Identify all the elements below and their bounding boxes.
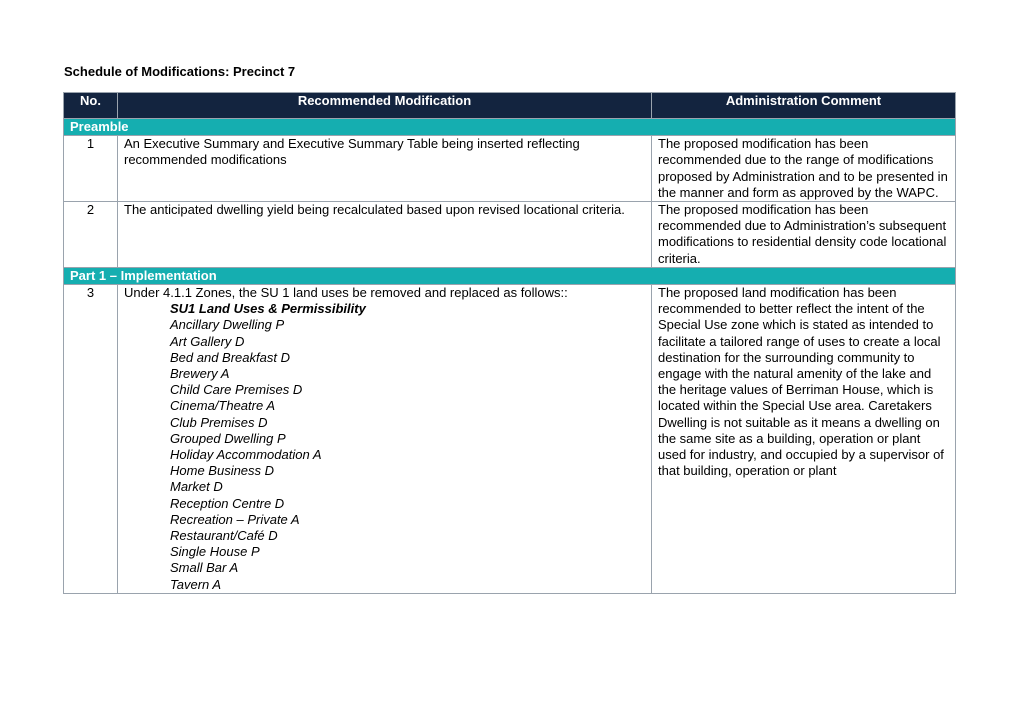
modification-intro: Under 4.1.1 Zones, the SU 1 land uses be removed and replaced as follows:: bbox=[124, 285, 568, 301]
land-use-item: Reception Centre D bbox=[170, 495, 285, 511]
comment-cell: The proposed land modification has been recommended to better reflect the intent of the Special Use zone which is stated as intended to facilitate a tailored range of uses to create a local destination for the surrounding community to engage with the natural amenity of the lake and the heritage values of Berriman House, which is located within the Special Use area. Caretakers Dwelling is not suitable as it means a dwelling on the same site as a building, operation or plant used for industry, and occupied by a supervisor of that building, operation or plant bbox=[652, 285, 956, 594]
land-use-item: Ancillary Dwelling P bbox=[170, 317, 285, 333]
table-row bbox=[64, 136, 956, 202]
header-row bbox=[64, 93, 956, 119]
land-use-item: Tavern A bbox=[170, 576, 222, 592]
modification-cell: An Executive Summary and Executive Summary Table being inserted reflecting recommended modifications bbox=[118, 136, 652, 202]
header-modification: Recommended Modification bbox=[118, 93, 652, 119]
table-row bbox=[64, 202, 956, 268]
table-row bbox=[64, 285, 956, 594]
modification-cell: The anticipated dwelling yield being recalculated based upon revised locational criteria. bbox=[118, 202, 652, 268]
land-use-item: Brewery A bbox=[170, 366, 230, 382]
header-comment: Administration Comment bbox=[652, 93, 956, 119]
document-title: Schedule of Modifications: Precinct 7 bbox=[64, 64, 296, 79]
row-number: 2 bbox=[64, 202, 118, 268]
land-use-item: Home Business D bbox=[170, 463, 275, 479]
land-use-item: Single House P bbox=[170, 544, 260, 560]
land-use-item: Restaurant/Café D bbox=[170, 528, 278, 544]
modifications-table bbox=[63, 92, 956, 594]
land-use-item: Cinema/Theatre A bbox=[170, 398, 276, 414]
land-use-item: Small Bar A bbox=[170, 560, 239, 576]
land-use-item: Market D bbox=[170, 479, 223, 495]
section-preamble: Preamble bbox=[64, 119, 956, 136]
comment-cell: The proposed modification has been recommended due to the range of modifications proposed by Administration and to be presented in the manner and form as approved by the WAPC. bbox=[652, 136, 956, 202]
land-use-item: Child Care Premises D bbox=[170, 382, 303, 398]
land-use-item: Grouped Dwelling P bbox=[170, 430, 286, 446]
land-use-item: Art Gallery D bbox=[170, 333, 245, 349]
section-row-preamble bbox=[64, 119, 956, 136]
land-use-item: Holiday Accommodation A bbox=[170, 447, 322, 463]
header-no: No. bbox=[64, 93, 118, 119]
land-use-item: Bed and Breakfast D bbox=[170, 349, 290, 365]
comment-cell: The proposed modification has been recommended due to Administration’s subsequent modifications to residential density code locational criteria. bbox=[652, 202, 956, 268]
land-use-item: Club Premises D bbox=[170, 414, 268, 430]
land-use-list-heading: SU1 Land Uses & Permissibility bbox=[170, 301, 366, 317]
land-use-list bbox=[124, 301, 645, 593]
row-number: 3 bbox=[64, 285, 118, 594]
row-number: 1 bbox=[64, 136, 118, 202]
section-part1: Part 1 – Implementation bbox=[64, 267, 956, 284]
land-use-item: Recreation – Private A bbox=[170, 511, 300, 527]
section-row-part1 bbox=[64, 267, 956, 284]
modification-cell bbox=[118, 285, 652, 594]
